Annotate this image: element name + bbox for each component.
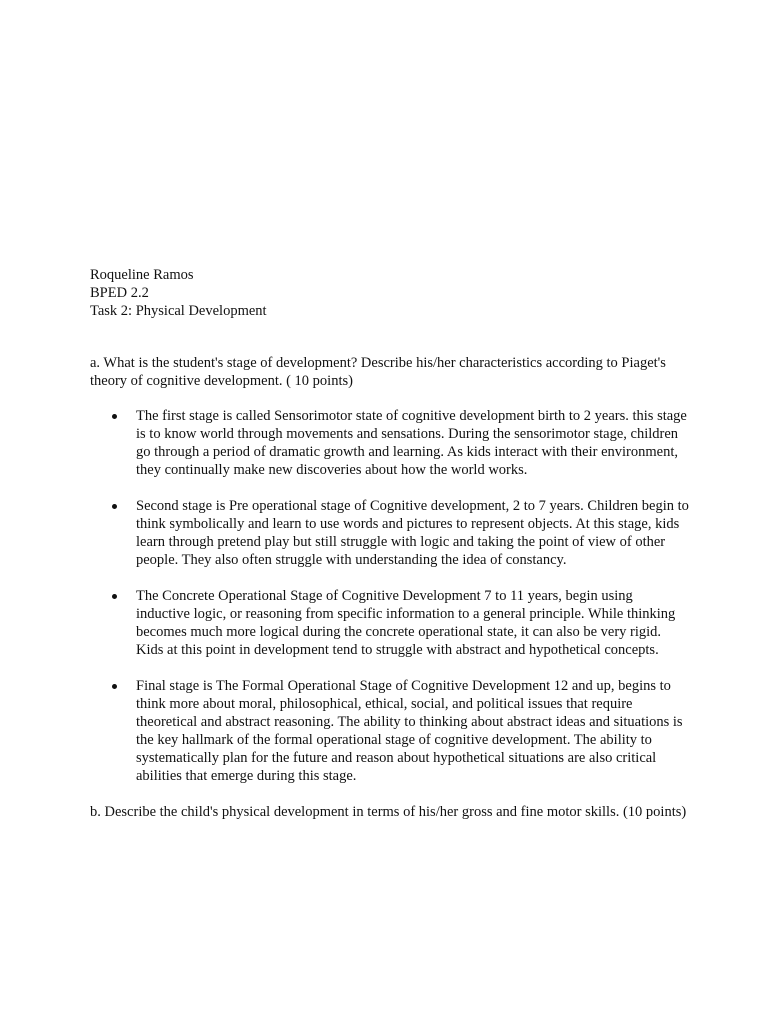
bullet-icon	[112, 594, 117, 599]
student-name: Roqueline Ramos	[90, 267, 194, 283]
bullet-item-concrete-operational	[90, 587, 690, 659]
bullet-icon	[112, 684, 117, 689]
class-section: BPED 2.2	[90, 285, 149, 301]
answer-bullet-list	[90, 407, 690, 785]
bullet-icon	[112, 504, 117, 509]
question-a: a. What is the student's stage of development? Describe his/her characteristics according to Piaget's theory of cognitive development. ( 10 points)	[90, 355, 666, 389]
bullet-text: The Concrete Operational Stage of Cognitive Development 7 to 11 years, begin using inductive logic, or reasoning from specific information to a general principle. While thinking becomes much more logical during the concrete operational state, it can also be very rigid. Kids at this point in development tend to struggle with abstract and hypothetical concepts.	[136, 588, 676, 658]
task-title: Task 2: Physical Development	[90, 303, 267, 319]
document-body	[90, 266, 690, 821]
bullet-item-formal-operational	[90, 677, 690, 785]
question-b: b. Describe the child's physical development in terms of his/her gross and fine motor skills. (10 points)	[90, 804, 687, 820]
bullet-icon	[112, 414, 117, 419]
bullet-text: Final stage is The Formal Operational Stage of Cognitive Development 12 and up, begins to think more about moral, philosophical, ethical, social, and political issues that require theoretical and abstract reasoning. The ability to thinking about abstract ideas and situations is the key hallmark of the formal operational stage of cognitive development. The ability to systematically plan for the future and reason about hypothetical situations are also critical abilities that emerge during this stage.	[136, 678, 683, 784]
document-header	[90, 266, 690, 320]
bullet-item-sensorimotor	[90, 407, 690, 479]
bullet-item-preoperational	[90, 497, 690, 569]
bullet-text: Second stage is Pre operational stage of Cognitive development, 2 to 7 years. Children begin to think symbolically and learn to use words and pictures to represent objects. At this stage, kids learn through pretend play but still struggle with logic and taking the point of view of other people. They also often struggle with understanding the idea of constancy.	[136, 498, 689, 568]
bullet-text: The first stage is called Sensorimotor state of cognitive development birth to 2 years. this stage is to know world through movements and sensations. During the sensorimotor stage, children go through a period of dramatic growth and learning. As kids interact with their environment, they continually make new discoveries about how the world works.	[136, 408, 687, 478]
